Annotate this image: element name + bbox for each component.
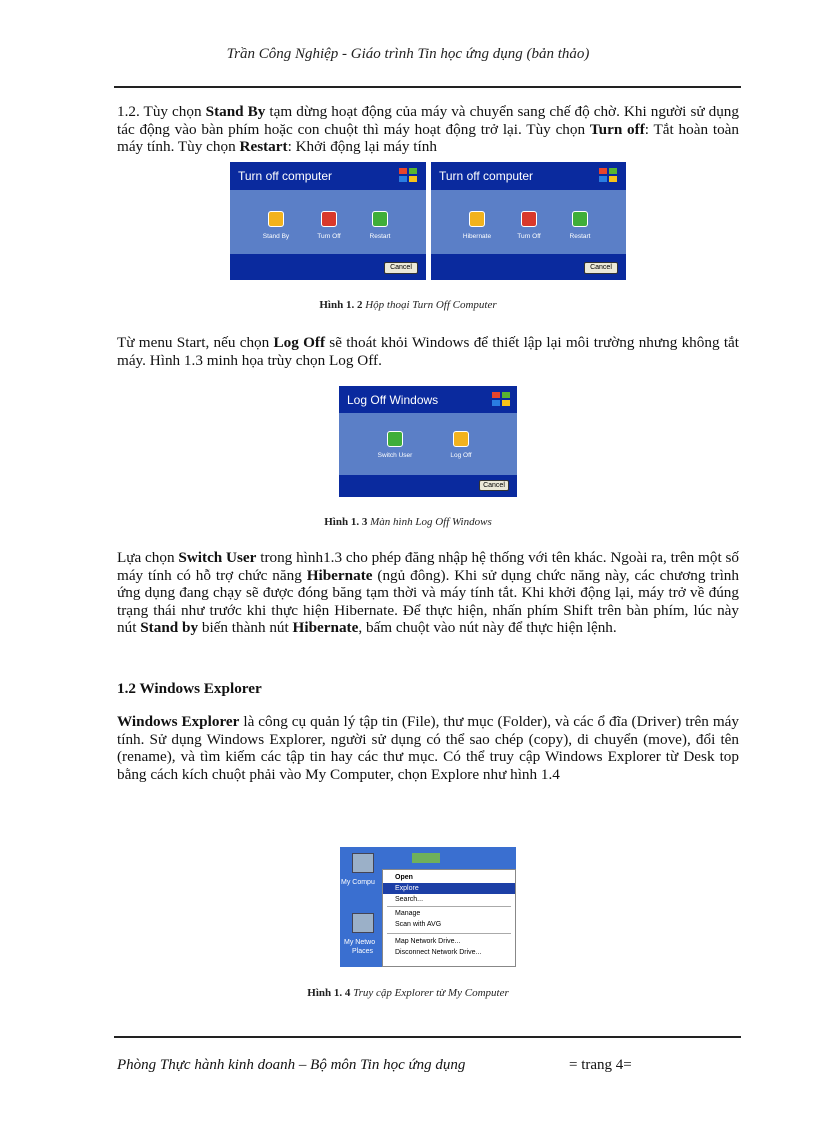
menu-item-open[interactable]: Open (395, 874, 413, 881)
footer-left: Phòng Thực hành kinh doanh – Bộ môn Tin học ứng dụng (117, 1057, 466, 1073)
text: tạm dừng hoạt động của máy và chuyển sang chế độ chờ. Khi người sử dụng tác động vào bàn phím hoặc con chuột thì máy hoạt động trở lại. Tùy chọn (117, 103, 739, 138)
my-network-places-icon[interactable] (352, 913, 374, 933)
cancel-button[interactable]: Cancel (584, 262, 618, 274)
stand-by-icon[interactable] (268, 211, 284, 227)
menu-separator (387, 933, 511, 934)
caption-text: Truy cập Explorer từ My Computer (353, 987, 509, 999)
caption-figure-1-4 (0, 987, 816, 999)
menu-item-map-drive[interactable]: Map Network Drive... (395, 938, 461, 945)
caption-text: Hộp thoại Turn Off Computer (365, 299, 497, 311)
turn-off-label: Turn Off (517, 233, 541, 240)
log-off-label: Log Off (450, 452, 472, 459)
page-number: = trang 4= (569, 1057, 632, 1073)
caption-text: Màn hình Log Off Windows (370, 516, 492, 528)
bold-term: Restart (239, 138, 288, 156)
section-heading: 1.2 Windows Explorer (117, 680, 262, 697)
turn-off-icon[interactable] (321, 211, 337, 227)
text: biến thành nút (198, 619, 293, 637)
explorer-screenshot (340, 847, 516, 967)
restart-label: Restart (369, 233, 391, 240)
cancel-button[interactable]: Cancel (479, 480, 509, 491)
header-rule (114, 86, 741, 88)
paragraph-logoff (117, 334, 739, 369)
context-menu (382, 869, 516, 967)
restart-icon[interactable] (372, 211, 388, 227)
windows-flag-icon (598, 167, 618, 183)
caption-figure-1-3 (0, 516, 816, 528)
paragraph-explorer (117, 713, 739, 783)
restart-label: Restart (569, 233, 591, 240)
cancel-button[interactable]: Cancel (384, 262, 418, 274)
my-computer-icon[interactable] (352, 853, 374, 873)
restart-icon[interactable] (572, 211, 588, 227)
menu-item-scan-avg[interactable]: Scan with AVG (395, 921, 442, 928)
dialog-title: Log Off Windows (347, 393, 439, 407)
switch-user-icon[interactable] (387, 431, 403, 447)
log-off-dialog (339, 386, 517, 497)
text: trong hình1.3 cho phép đăng nhập hệ thống với tên khác. Ngoài ra, trên một số máy tính có hỗ trợ chức năng (117, 549, 739, 584)
desktop-label: Places (352, 948, 374, 955)
caption-label: Hình 1. 3 (324, 516, 368, 528)
turn-off-label: Turn Off (317, 233, 341, 240)
windows-flag-icon (398, 167, 418, 183)
text: Lựa chọn (117, 549, 179, 566)
dialog-title: Turn off computer (439, 169, 534, 183)
bold-term: Stand by (140, 619, 199, 637)
footer-rule (114, 1036, 741, 1038)
bold-term: Log Off (273, 334, 326, 351)
caption-figure-1-2 (0, 299, 816, 311)
bold-term: Windows Explorer (117, 713, 240, 730)
page-header: Trần Công Nghiệp - Giáo trình Tin học ứng dụng (bản thảo) (226, 46, 590, 62)
log-off-icon[interactable] (453, 431, 469, 447)
text: (ngủ đông). Khi sử dụng chức năng này, các chương trình ứng dụng đang chạy sẽ được đóng băng tạm thời và máy tính tắt. Khi khởi động lại, máy trở về đúng trạng thái như trước khi thực hiện Hibernate. Để thực hiện, nhấn phím Shift trên bàn phím, lúc này nút (117, 566, 739, 637)
text: là công cụ quản lý tập tin (File), thư mục (Folder), và các ổ đĩa (Driver) trên máy tính. Sử dụng Windows Explorer, người sử dụng có thể sao chép (copy), di chuyển (move), đổi tên (rename), và tìm kiếm các tập tin hay các thư mục. Có thể truy cập Windows Explorer từ Desk top bằng cách kích chuột phải vào My Computer, chọn Explore như hình 1.4 (117, 713, 739, 783)
hibernate-label: Hibernate (462, 233, 492, 240)
bold-term: Switch User (178, 549, 257, 566)
windows-flag-icon (491, 391, 511, 407)
menu-item-search[interactable]: Search... (395, 896, 424, 903)
desktop-label: My Compu (341, 879, 375, 886)
dialog-title: Turn off computer (238, 169, 333, 183)
menu-item-disconnect-drive[interactable]: Disconnect Network Drive... (395, 949, 482, 956)
caption-label: Hình 1. 4 (307, 987, 351, 999)
turn-off-icon[interactable] (521, 211, 537, 227)
network-icon (412, 853, 440, 863)
stand-by-label: Stand By (262, 233, 290, 240)
text: : Khởi động lại máy tính (287, 138, 437, 156)
bold-term: Stand By (205, 103, 266, 120)
bold-term: Hibernate (292, 619, 359, 637)
text: 1.2. Tùy chọn (117, 103, 206, 120)
menu-item-manage[interactable]: Manage (395, 910, 421, 917)
turn-off-dialog-standby (230, 162, 426, 280)
turn-off-dialog-hibernate (431, 162, 626, 280)
text: : Tắt hoàn toàn máy tính. Tùy chọn (117, 120, 739, 156)
bold-term: Turn off (589, 120, 645, 138)
text: Từ menu Start, nếu chọn (117, 334, 274, 351)
caption-label: Hình 1. 2 (319, 299, 363, 311)
menu-item-explore[interactable]: Explore (383, 883, 515, 894)
hibernate-icon[interactable] (469, 211, 485, 227)
paragraph-switch-user (117, 549, 739, 637)
desktop-label: My Netwo (344, 939, 376, 946)
paragraph-standby (117, 103, 739, 156)
text: , bấm chuột vào nút này để thực hiện lệnh. (358, 619, 617, 637)
switch-user-label: Switch User (377, 452, 413, 459)
bold-term: Hibernate (306, 566, 373, 584)
text: sẽ thoát khỏi Windows để thiết lập lại môi trường nhưng không tắt máy. Hình 1.3 minh họa trùy chọn Log Off. (117, 334, 739, 369)
menu-separator (387, 906, 511, 907)
